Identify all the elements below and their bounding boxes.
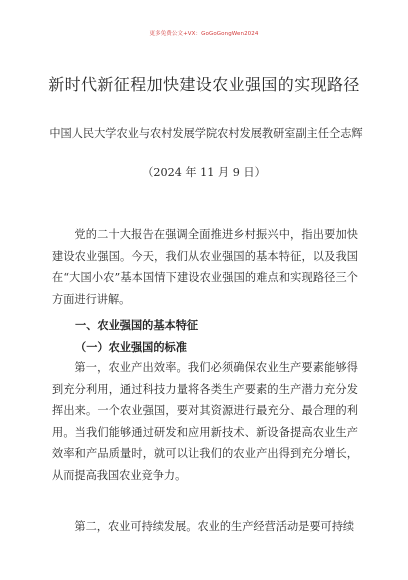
paragraph-second: 第二，农业可持续发展。农业的生产经营活动是要可持续 [74,520,355,533]
author-byline: 中国人民大学农业与农村发展学院农村发展教研室副主任仝志辉 [49,127,363,140]
section-heading: 一、农业强国的基本特征 [75,319,199,332]
watermark-text: 更多免费公文+VX：GoGoGongWen2024 [149,31,259,37]
document-title: 新时代新征程加快建设农业强国的实现路径 [48,75,360,94]
intro-paragraph: 党的二十大报告在强调全面推进乡村振兴中，指出要加快建设农业强国。今天，我们从农业强国的基本特征，以及我国在“大国小农”基本国情下建设农业强国的难点和实现路径三个方面进行讲解。 [52,228,358,306]
document-date: （2024 年 11 月 9 日） [142,166,266,179]
paragraph-first: 第一，农业产出效率。我们必须确保农业生产要素能够得到充分利用，通过科技力量将各类生产要素的生产潜力充分发挥出来。一个农业强国，要对其资源进行最充分、最合理的利用。当我们能够通过研发和应用新技术、新设备提高农业生产效率和产品质量时，就可以让我们的农业产出得到充分增长，从而提高我国农业竞争力。 [52,361,358,482]
subsection-heading: （一）农业强国的标准 [75,341,187,354]
